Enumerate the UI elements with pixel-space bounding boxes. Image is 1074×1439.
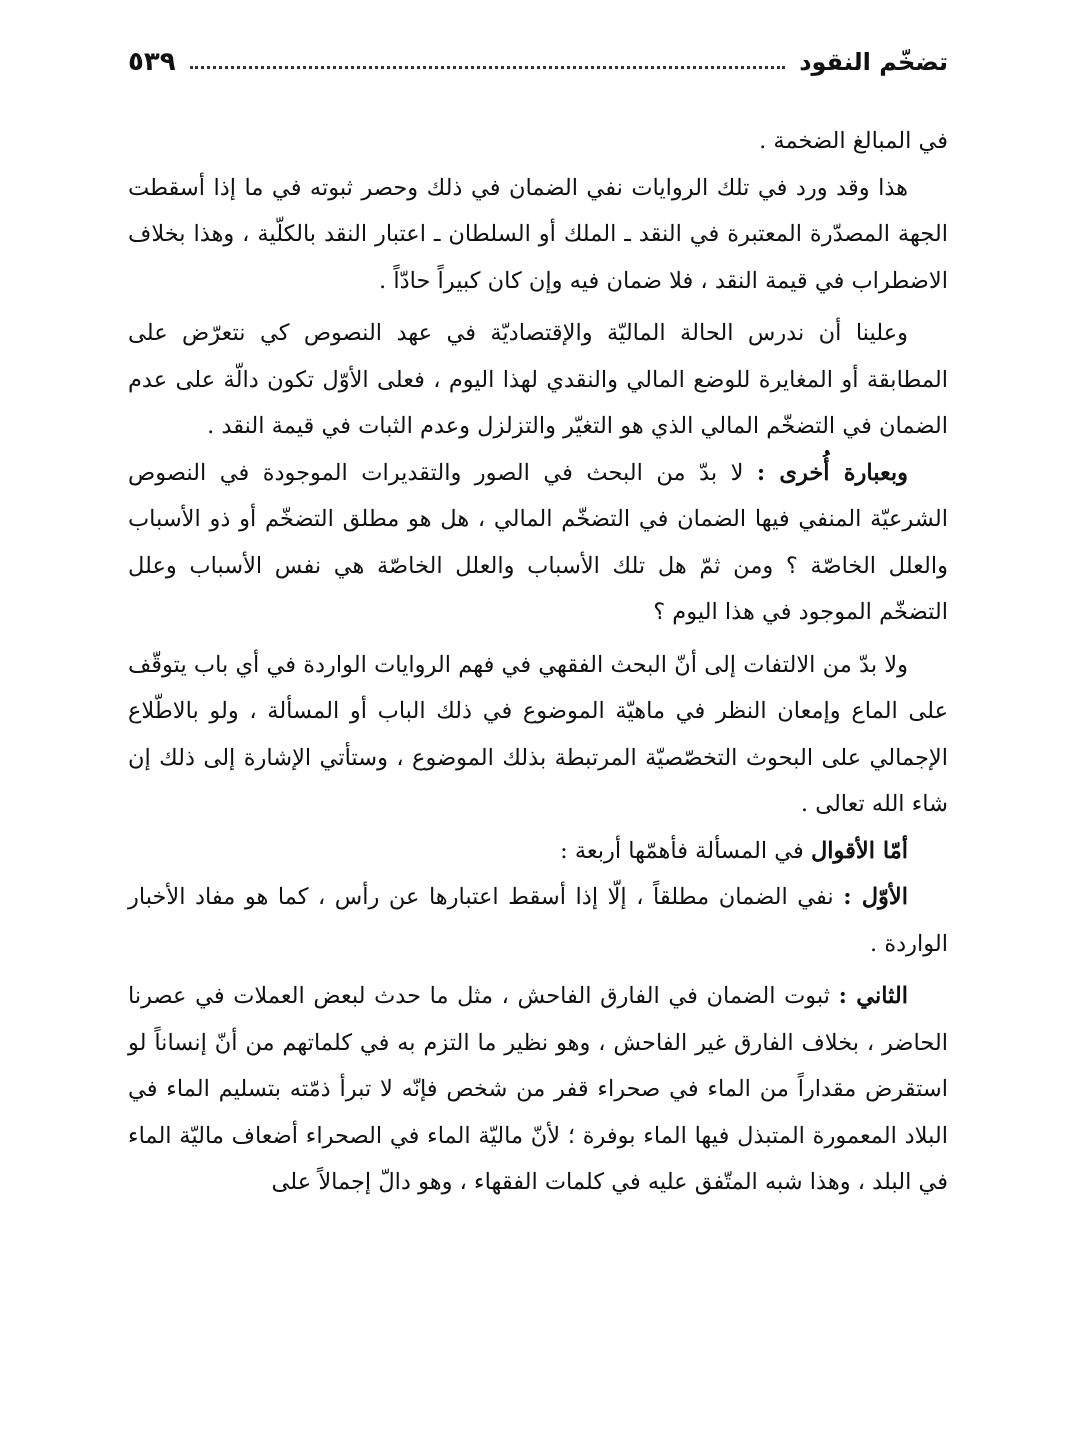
paragraph-2 <box>128 165 948 305</box>
paragraph-text: ولا بدّ من الالتفات إلى أنّ البحث الفقهي في فهم الروايات الواردة في أي باب يتوقّف على الماع وإمعان النظر في ماهيّة الموضوع في ذلك الباب أو المسألة ، ولو بالاطّلاع الإجمالي على البحوث التخصّصيّة المرتبطة بذلك الموضوع ، وستأتي الإشارة إلى ذلك إن شاء الله تعالى . <box>128 651 948 817</box>
page-header <box>128 40 948 84</box>
paragraph-8 <box>128 973 948 1206</box>
paragraph-text: هذا وقد ورد في تلك الروايات نفي الضمان في ذلك وحصر ثبوته في ما إذا أسقطت الجهة المصدّرة المعتبرة في النقد ـ الملك أو السلطان ـ اعتبار النقد بالكلّية ، وهذا بخلاف الاضطراب في قيمة النقد ، فلا ضمان فيه وإن كان كبيراً حادّاً . <box>128 174 948 294</box>
paragraph-7 <box>128 874 948 967</box>
paragraph-lead: أمّا الأقوال <box>810 837 908 864</box>
paragraph-text: ثبوت الضمان في الفارق الفاحش ، مثل ما حدث لبعض العملات في عصرنا الحاضر ، بخلاف الفارق غير الفاحش ، وهو نظير ما التزم به في كلماتهم من أنّ إنساناً لو استقرض مقداراً من الماء في صحراء قفر من شخص فإنّه لا تبرأ ذمّته بتسليم الماء في البلاد المعمورة المتبذل فيها الماء بوفرة ؛ لأنّ ماليّة الماء في الصحراء أضعاف ماليّة الماء في البلد ، وهذا شبه المتّفق عليه في كلمات الفقهاء ، وهو دالّ إجمالاً على <box>128 983 948 1195</box>
paragraph-1 <box>128 118 948 165</box>
paragraph-4 <box>128 450 948 636</box>
paragraph-text: في المبالغ الضخمة . <box>759 128 948 154</box>
body-text <box>128 118 948 1206</box>
paragraph-6 <box>128 828 948 875</box>
paragraph-text: وعلينا أن ندرس الحالة الماليّة والإقتصاديّة في عهد النصوص كي نتعرّض على المطابقة أو المغايرة للوضع المالي والنقدي لهذا اليوم ، فعلى الأوّل تكون دالّة على عدم الضمان في التضخّم المالي الذي هو التغيّر والتزلزل وعدم الثبات في قيمة النقد . <box>128 320 948 439</box>
paragraph-lead: الأوّل : <box>843 884 908 910</box>
running-title: تضخّم النقود <box>799 48 948 76</box>
paragraph-text: لا بدّ من البحث في الصور والتقديرات الموجودة في النصوص الشرعيّة المنفي فيها الضمان في التضخّم المالي ، هل هو مطلق التضخّم أو ذو الأسباب والعلل الخاصّة ؟ ومن ثمّ هل تلك الأسباب والعلل الخاصّة هي نفس الأسباب وعلل التضخّم الموجود في هذا اليوم ؟ <box>128 459 948 625</box>
paragraph-lead: الثاني : <box>838 983 908 1009</box>
page-number: ٥٣٩ <box>128 47 176 77</box>
paragraph-3 <box>128 310 948 450</box>
paragraph-text: في المسألة فأهمّها أربعة : <box>560 837 804 864</box>
header-dot-leader <box>190 66 786 69</box>
paragraph-text: نفي الضمان مطلقاً ، إلّا إذا أسقط اعتبارها عن رأس ، كما هو مفاد الأخبار الواردة . <box>128 884 948 957</box>
paragraph-lead: وبعبارة أُخرى : <box>756 459 908 486</box>
paragraph-5 <box>128 642 948 828</box>
